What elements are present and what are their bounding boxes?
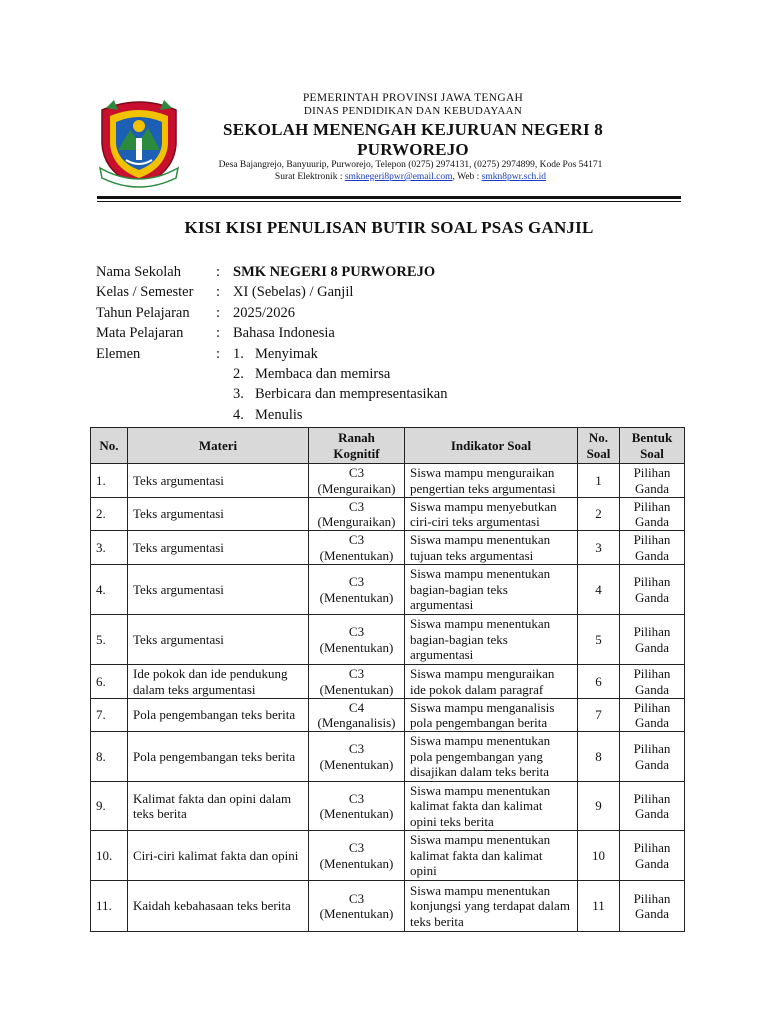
cell-ranah-verb: (Menentukan)	[319, 639, 394, 655]
cell-ranah-level: C3	[348, 666, 365, 681]
cell-bentuk	[620, 565, 685, 615]
cell-bentuk-line2: Ganda	[635, 715, 669, 730]
cell-no-soal: 11	[578, 881, 620, 932]
cell-ranah-verb: (Menentukan)	[319, 756, 394, 772]
cell-no-soal: 6	[578, 665, 620, 699]
cell-materi: Pola pengembangan teks berita	[128, 699, 309, 732]
document-info	[96, 262, 447, 425]
cell-no: 3.	[91, 531, 128, 565]
cell-ranah	[309, 881, 405, 932]
cell-bentuk	[620, 615, 685, 665]
header-bentuk-line1: Bentuk	[631, 430, 673, 445]
cell-materi: Kalimat fakta dan opini dalam teks berita	[128, 782, 309, 831]
cell-bentuk-line1: Pilihan	[633, 532, 671, 547]
cell-bentuk	[620, 665, 685, 699]
school-name: SEKOLAH MENENGAH KEJURUAN NEGERI 8	[223, 120, 603, 139]
info-row-elemen	[96, 344, 447, 426]
cell-ranah-verb: (Menentukan)	[319, 681, 394, 697]
cell-indikator: Siswa mampu menganalisis pola pengembangan berita	[405, 699, 578, 732]
cell-no: 9.	[91, 782, 128, 831]
table-row	[91, 531, 685, 565]
table-body	[91, 464, 685, 932]
cell-ranah	[309, 615, 405, 665]
cell-materi: Pola pengembangan teks berita	[128, 732, 309, 782]
cell-ranah-verb: (Menentukan)	[319, 806, 394, 821]
cell-materi: Teks argumentasi	[128, 531, 309, 565]
cell-ranah	[309, 831, 405, 881]
cell-bentuk	[620, 782, 685, 831]
info-label: Tahun Pelajaran	[96, 304, 190, 321]
cell-no-soal: 3	[578, 531, 620, 565]
cell-indikator: Siswa mampu menyebutkan ciri-ciri teks argumentasi	[405, 498, 578, 531]
info-colon: :	[216, 345, 221, 362]
cell-bentuk	[620, 881, 685, 932]
elemen-text: Berbicara dan mempresentasikan	[255, 386, 448, 403]
cell-no-soal: 7	[578, 699, 620, 732]
cell-bentuk-line1: Pilihan	[633, 624, 671, 639]
elemen-num: 2.	[233, 366, 244, 383]
info-value: 2025/2026	[233, 304, 296, 321]
cell-indikator: Siswa mampu menentukan bagian-bagian teks argumentasi	[405, 565, 578, 615]
cell-no: 4.	[91, 565, 128, 615]
header-ranah	[309, 428, 405, 464]
table-row	[91, 732, 685, 782]
cell-bentuk	[620, 831, 685, 881]
letterhead-line2: DINAS PENDIDIKAN DAN KEBUDAYAAN	[303, 105, 523, 117]
cell-ranah	[309, 665, 405, 699]
table-row	[91, 498, 685, 531]
info-row-tahun	[96, 303, 447, 323]
cell-no: 10.	[91, 831, 128, 881]
cell-indikator: Siswa mampu menguraikan ide pokok dalam paragraf	[405, 665, 578, 699]
info-value: XI (Sebelas) / Ganjil	[233, 284, 354, 301]
cell-indikator: Siswa mampu menentukan bagian-bagian teks argumentasi	[405, 615, 578, 665]
table-row	[91, 831, 685, 881]
cell-ranah-verb: (Menentukan)	[319, 547, 394, 563]
info-label: Elemen	[96, 345, 141, 362]
school-city: PURWOREJO	[357, 140, 469, 159]
elemen-num: 3.	[233, 386, 244, 403]
cell-materi: Teks argumentasi	[128, 498, 309, 531]
cell-bentuk	[620, 498, 685, 531]
header-no: No.	[91, 428, 128, 464]
cell-bentuk-line2: Ganda	[635, 756, 669, 772]
cell-bentuk-line1: Pilihan	[633, 498, 671, 514]
table-row	[91, 699, 685, 732]
info-label: Nama Sekolah	[96, 264, 181, 280]
table-row	[91, 782, 685, 831]
elemen-item	[233, 384, 447, 404]
cell-bentuk-line2: Ganda	[635, 514, 669, 529]
web-label: , Web :	[452, 172, 482, 182]
cell-no-soal: 4	[578, 565, 620, 615]
school-address: Desa Bajangrejo, Banyuurip, Purworejo, Telepon (0275) 2974131, (0275) 2974899, Kode Pos 54171	[218, 160, 603, 170]
cell-ranah	[309, 782, 405, 831]
info-colon: :	[216, 304, 221, 321]
table-row	[91, 665, 685, 699]
cell-ranah-verb: (Menentukan)	[319, 906, 394, 921]
cell-bentuk-line2: Ganda	[635, 906, 669, 921]
table-row	[91, 464, 685, 498]
elemen-list	[233, 344, 447, 426]
cell-ranah-level: C3	[348, 624, 365, 639]
table-row	[91, 881, 685, 932]
info-row-mapel	[96, 323, 447, 343]
header-ranah-line2: Kognitif	[333, 445, 380, 461]
cell-no-soal: 9	[578, 782, 620, 831]
cell-ranah	[309, 699, 405, 732]
cell-ranah-level: C4	[348, 699, 365, 715]
school-contact	[188, 172, 633, 183]
info-row-nama-sekolah	[96, 262, 447, 282]
cell-ranah-verb: (Menentukan)	[319, 855, 394, 871]
cell-bentuk-line1: Pilihan	[633, 699, 671, 715]
cell-no-soal: 8	[578, 732, 620, 782]
cell-bentuk	[620, 464, 685, 498]
cell-bentuk-line2: Ganda	[635, 589, 669, 605]
cell-bentuk-line2: Ganda	[635, 681, 669, 697]
table-header-row	[91, 428, 685, 464]
elemen-num: 1.	[233, 345, 244, 362]
kisi-kisi-table	[90, 427, 685, 932]
cell-bentuk-line2: Ganda	[635, 547, 669, 563]
cell-no-soal: 10	[578, 831, 620, 881]
cell-ranah-verb: (Menganalisis)	[317, 715, 396, 730]
info-value: Bahasa Indonesia	[233, 325, 335, 342]
info-label: Kelas / Semester	[96, 284, 194, 301]
elemen-item	[233, 364, 447, 384]
cell-ranah	[309, 565, 405, 615]
cell-indikator: Siswa mampu menentukan kalimat fakta dan kalimat opini teks berita	[405, 782, 578, 831]
cell-ranah-level: C3	[348, 574, 365, 589]
header-ranah-line1: Ranah	[338, 430, 375, 445]
cell-bentuk-line1: Pilihan	[633, 465, 671, 480]
cell-ranah	[309, 531, 405, 565]
cell-indikator: Siswa mampu menentukan kalimat fakta dan kalimat opini	[405, 831, 578, 881]
info-label: Mata Pelajaran	[96, 325, 184, 342]
table-row	[91, 565, 685, 615]
table-row	[91, 615, 685, 665]
cell-no-soal: 1	[578, 464, 620, 498]
cell-bentuk	[620, 699, 685, 732]
cell-ranah-level: C3	[348, 890, 365, 906]
cell-indikator: Siswa mampu menentukan tujuan teks argumentasi	[405, 531, 578, 565]
cell-no: 6.	[91, 665, 128, 699]
cell-indikator: Siswa mampu menentukan konjungsi yang terdapat dalam teks berita	[405, 881, 578, 932]
cell-materi: Ciri-ciri kalimat fakta dan opini	[128, 831, 309, 881]
header-no-soal-line1: No.	[588, 430, 609, 445]
header-bentuk-line2: Soal	[640, 445, 664, 461]
cell-indikator: Siswa mampu menentukan pola pengembangan yang disajikan dalam teks berita	[405, 732, 578, 782]
cell-materi: Kaidah kebahasaan teks berita	[128, 881, 309, 932]
elemen-item	[233, 344, 447, 364]
header-no-soal-line2: Soal	[586, 445, 611, 461]
cell-indikator: Siswa mampu menguraikan pengertian teks argumentasi	[405, 464, 578, 498]
cell-no-soal: 5	[578, 615, 620, 665]
header-no-soal	[578, 428, 620, 464]
header-indikator: Indikator Soal	[405, 428, 578, 464]
elemen-text: Membaca dan memirsa	[255, 366, 391, 383]
cell-no: 7.	[91, 699, 128, 732]
web-link[interactable]: smkn8pwr.sch.id	[481, 172, 547, 182]
cell-ranah-level: C3	[348, 741, 365, 756]
cell-bentuk-line1: Pilihan	[633, 840, 671, 855]
email-label: Surat Elektronik :	[274, 172, 345, 182]
cell-ranah	[309, 464, 405, 498]
cell-no: 1.	[91, 464, 128, 498]
cell-materi: Teks argumentasi	[128, 615, 309, 665]
elemen-text: Menyimak	[255, 345, 318, 362]
cell-bentuk-line2: Ganda	[635, 855, 669, 871]
elemen-num: 4.	[233, 406, 244, 423]
cell-no: 11.	[91, 881, 128, 932]
info-colon: :	[216, 325, 221, 342]
document-title: KISI KISI PENULISAN BUTIR SOAL PSAS GANJIL	[184, 218, 594, 237]
cell-ranah-verb: (Menguraikan)	[317, 480, 396, 496]
cell-no-soal: 2	[578, 498, 620, 531]
province-emblem-icon	[96, 98, 182, 188]
cell-bentuk-line1: Pilihan	[633, 890, 671, 906]
cell-ranah-verb: (Menentukan)	[319, 589, 394, 605]
letterhead-divider-thick	[97, 196, 681, 199]
info-value: SMK NEGERI 8 PURWOREJO	[233, 264, 436, 280]
cell-bentuk-line2: Ganda	[635, 480, 669, 496]
cell-bentuk-line1: Pilihan	[633, 666, 671, 681]
cell-ranah-level: C3	[348, 465, 365, 480]
cell-bentuk-line1: Pilihan	[633, 574, 671, 589]
header-materi: Materi	[128, 428, 309, 464]
cell-ranah-level: C3	[348, 840, 365, 855]
cell-ranah-level: C3	[348, 498, 365, 514]
cell-no: 5.	[91, 615, 128, 665]
cell-bentuk-line1: Pilihan	[633, 790, 671, 806]
cell-ranah-level: C3	[348, 532, 365, 547]
info-colon: :	[216, 284, 221, 301]
info-row-kelas	[96, 282, 447, 302]
letterhead	[96, 92, 686, 192]
cell-ranah-level: C3	[348, 790, 365, 806]
info-colon: :	[216, 264, 221, 280]
cell-bentuk-line1: Pilihan	[633, 741, 671, 756]
letterhead-line1: PEMERINTAH PROVINSI JAWA TENGAH	[302, 92, 524, 104]
cell-bentuk	[620, 732, 685, 782]
cell-no: 8.	[91, 732, 128, 782]
cell-bentuk-line2: Ganda	[635, 639, 669, 655]
elemen-text: Menulis	[255, 406, 303, 423]
cell-ranah	[309, 732, 405, 782]
elemen-item	[233, 405, 447, 425]
cell-bentuk	[620, 531, 685, 565]
cell-ranah	[309, 498, 405, 531]
cell-ranah-verb: (Menguraikan)	[317, 514, 396, 529]
letterhead-divider-thin	[97, 201, 681, 202]
email-link[interactable]: smknegeri8pwr@email.com	[344, 172, 453, 182]
cell-materi: Teks argumentasi	[128, 565, 309, 615]
cell-materi: Ide pokok dan ide pendukung dalam teks argumentasi	[128, 665, 309, 699]
cell-bentuk-line2: Ganda	[635, 806, 669, 821]
cell-materi: Teks argumentasi	[128, 464, 309, 498]
header-bentuk	[620, 428, 685, 464]
cell-no: 2.	[91, 498, 128, 531]
